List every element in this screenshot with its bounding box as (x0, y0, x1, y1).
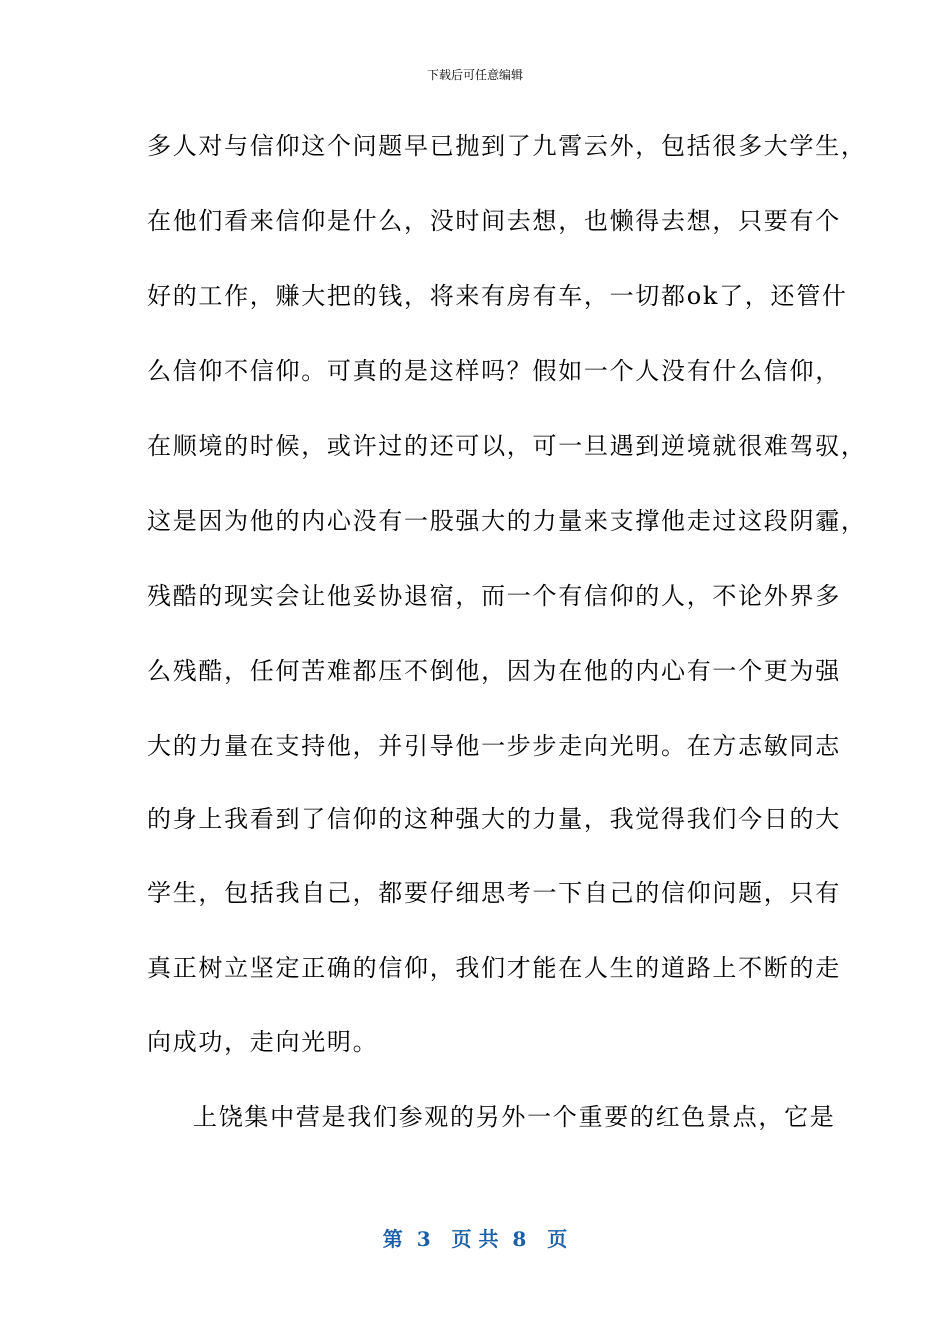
text-line: 在顺境的时候，或许过的还可以，可一旦遇到逆境就很难驾驭， (147, 432, 867, 460)
text-line: 么信仰不信仰。可真的是这样吗？假如一个人没有什么信仰， (147, 357, 841, 385)
text-line: 这是因为他的内心没有一股强大的力量来支撑他走过这段阴霾， (147, 507, 867, 535)
text-line: 么残酷，任何苦难都压不倒他，因为在他的内心有一个更为强 (147, 657, 841, 685)
text-line: 在他们看来信仰是什么，没时间去想，也懒得去想，只要有个 (147, 207, 841, 235)
text-line: 多人对与信仰这个问题早已抛到了九霄云外，包括很多大学生， (147, 132, 867, 160)
text-line: 残酷的现实会让他妥协退宿，而一个有信仰的人，不论外界多 (147, 582, 841, 610)
paragraph-first-line: 上饶集中营是我们参观的另外一个重要的红色景点，它是 (193, 1103, 836, 1131)
text-line: 好的工作，赚大把的钱，将来有房有车，一切都ok了，还管什 (147, 282, 848, 310)
page-header-note: 下载后可任意编辑 (426, 68, 523, 82)
text-line: 真正树立坚定正确的信仰，我们才能在人生的道路上不断的走 (147, 954, 841, 982)
text-line: 学生，包括我自己，都要仔细思考一下自己的信仰问题，只有 (147, 879, 841, 907)
text-line: 大的力量在支持他，并引导他一步步走向光明。在方志敏同志 (147, 732, 841, 760)
text-line: 向成功，走向光明。 (147, 1028, 379, 1056)
text-line: 的身上我看到了信仰的这种强大的力量，我觉得我们今日的大 (147, 805, 841, 833)
page-number-footer: 第 3 页 共 8 页 (382, 1227, 568, 1251)
